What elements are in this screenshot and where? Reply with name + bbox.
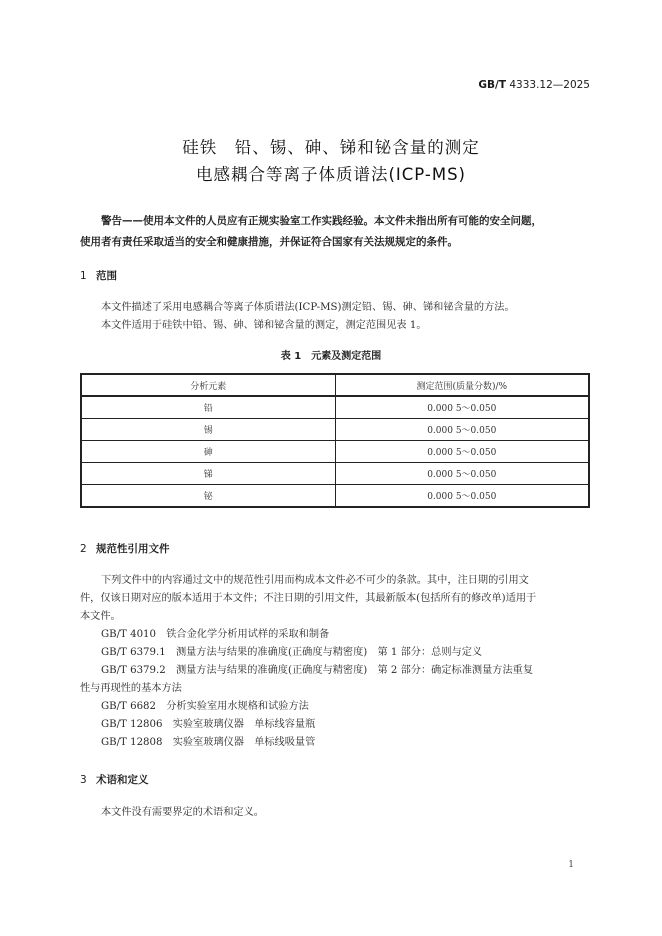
element-cell: 砷 <box>81 441 335 463</box>
section-3-body <box>80 804 590 822</box>
section-2-intro-line-3: 本文件。 <box>80 611 121 622</box>
table-row <box>81 396 589 419</box>
elements-range-table <box>80 373 590 508</box>
section-3-heading: 3 术语和定义 <box>80 774 149 786</box>
reference-item: GB/T 12808 实验室玻璃仪器 单标线吸量管 <box>101 737 316 748</box>
range-cell: 0.000 5～0.050 <box>335 396 589 419</box>
range-cell: 0.000 5～0.050 <box>335 419 589 441</box>
table-1-caption: 表 1 元素及测定范围 <box>280 351 382 362</box>
range-cell: 0.000 5～0.050 <box>335 441 589 463</box>
reference-item: GB/T 12806 实验室玻璃仪器 单标线容量瓶 <box>101 719 316 730</box>
section-2-heading: 2 规范性引用文件 <box>80 543 170 555</box>
reference-item: GB/T 6682 分析实验室用水规格和试验方法 <box>101 701 309 712</box>
reference-item-continuation: 性与再现性的基本方法 <box>80 683 182 694</box>
element-cell: 锑 <box>81 463 335 485</box>
section-1-paragraph-2: 本文件适用于硅铁中铅、锡、砷、锑和铋含量的测定，测定范围见表 1。 <box>101 320 427 331</box>
warning-line-2: 使用者有责任采取适当的安全和健康措施，并保证符合国家有关法规规定的条件。 <box>80 236 458 248</box>
element-cell: 锡 <box>81 419 335 441</box>
section-2-intro-line-1: 下列文件中的内容通过文中的规范性引用而构成本文件必不可少的条款。其中，注日期的引用文 <box>101 575 529 586</box>
reference-item: GB/T 6379.1 测量方法与结果的准确度(正确度与精密度) 第 1 部分：总则与定义 <box>101 647 483 658</box>
page-number: 1 <box>568 860 574 870</box>
column-header-element: 分析元素 <box>81 374 335 396</box>
section-1-paragraph-1: 本文件描述了采用电感耦合等离子体质谱法(ICP-MS)测定铅、锡、砷、锑和铋含量的方法。 <box>101 302 515 313</box>
section-1-heading: 1 范围 <box>80 270 117 282</box>
element-cell: 铋 <box>81 485 335 508</box>
table-header-row <box>81 374 589 396</box>
section-2-body <box>80 572 590 752</box>
standard-number: GB/T 4333.12—2025 <box>478 79 590 91</box>
reference-item: GB/T 4010 铁合金化学分析用试样的采取和制备 <box>101 629 330 640</box>
section-2-intro-line-2: 件，仅该日期对应的版本适用于本文件；不注日期的引用文件，其最新版本(包括所有的修改单)适用于 <box>80 593 537 604</box>
range-cell: 0.000 5～0.050 <box>335 485 589 508</box>
warning-line-1: 警告——使用本文件的人员应有正规实验室工作实践经验。本文件未指出所有可能的安全问题， <box>101 215 542 227</box>
warning-notice <box>80 211 590 253</box>
table-row <box>81 441 589 463</box>
reference-item: GB/T 6379.2 测量方法与结果的准确度(正确度与精密度) 第 2 部分：确定标准测量方法重复 <box>101 665 534 676</box>
section-1-body <box>80 299 590 335</box>
document-title-line-2: 电感耦合等离子体质谱法(ICP-MS) <box>195 165 466 184</box>
section-3-paragraph-1: 本文件没有需要界定的术语和定义。 <box>101 807 264 818</box>
table-row <box>81 419 589 441</box>
range-cell: 0.000 5～0.050 <box>335 463 589 485</box>
document-title-line-1: 硅铁 铅、锡、砷、锑和铋含量的测定 <box>182 138 480 157</box>
column-header-range: 测定范围(质量分数)/% <box>335 374 589 396</box>
element-cell: 铅 <box>81 396 335 419</box>
table-row <box>81 485 589 508</box>
table-row <box>81 463 589 485</box>
